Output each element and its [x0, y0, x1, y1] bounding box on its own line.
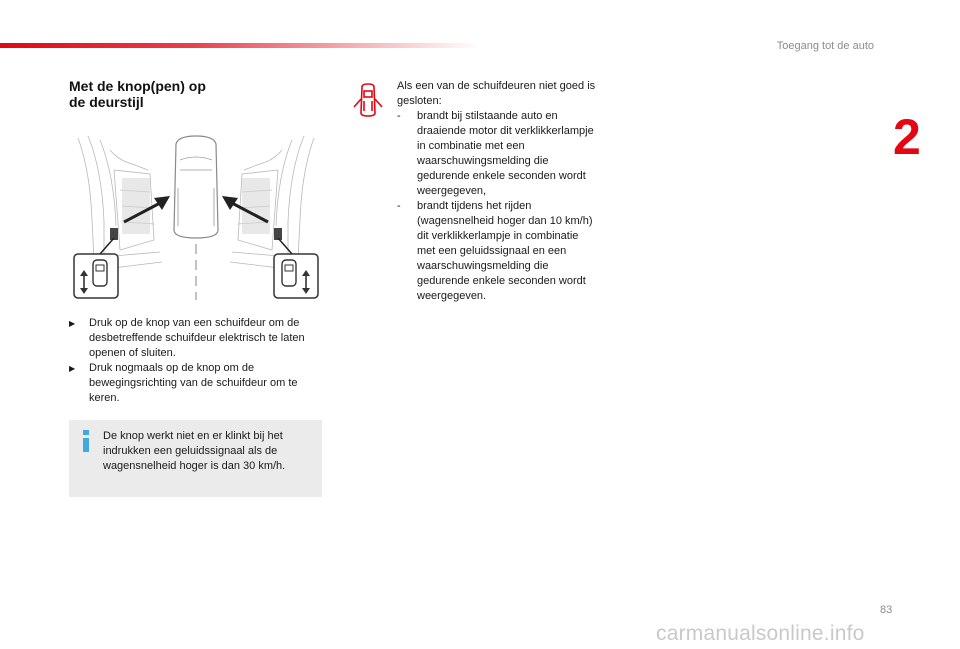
list-item: [69, 361, 325, 406]
instruction-list: [69, 316, 325, 406]
info-note: [69, 420, 322, 497]
list-item: [397, 109, 597, 199]
list-item-text: Druk nogmaals op de knop om de bewegingsrichting van de schuifdeur om te keren.: [89, 362, 298, 404]
dash-marker: -: [397, 110, 401, 122]
dash-marker: -: [397, 200, 401, 212]
section-title: Met de knop(pen) op de deurstijl: [69, 78, 206, 110]
list-item: [69, 316, 325, 361]
info-note-text: De knop werkt niet en er klinkt bij het indrukken een geluidssignaal als de wagensnelheid hoger is dan 30 km/h.: [103, 430, 286, 472]
list-item-text: Druk op de knop van een schuifdeur om de desbetreffende schuifdeur elektrisch te laten openen of sluiten.: [89, 317, 305, 359]
watermark: carmanualsonline.info: [656, 622, 865, 645]
chapter-title: Toegang tot de auto: [776, 40, 874, 52]
warning-description: [397, 79, 597, 304]
door-open-warning-icon: [352, 83, 384, 117]
warning-intro: Als een van de schuifdeuren niet goed is gesloten:: [397, 80, 596, 107]
bullet-marker-icon: ▶: [69, 364, 76, 373]
list-item-text: brandt tijdens het rijden (wagensnelheid hoger dan 10 km/h) dit verklikkerlampje in combinatie met een geluidssignaal en een waarschuwingsmelding die gedurende enkele seconden wordt weergegeven.: [417, 200, 593, 302]
header-accent-bar: [0, 43, 480, 48]
chapter-number: 2: [893, 109, 921, 165]
list-item-text: brandt bij stilstaande auto en draaiende motor dit verklikkerlampje in combinatie met een waarschuwingsmelding die gedurende enkele seconden wordt weergegeven,: [417, 110, 594, 197]
info-icon: [81, 430, 91, 452]
page-number: 83: [880, 604, 893, 616]
list-item: [397, 199, 597, 304]
door-buttons-illustration: [70, 130, 322, 304]
bullet-marker-icon: ▶: [69, 319, 76, 328]
